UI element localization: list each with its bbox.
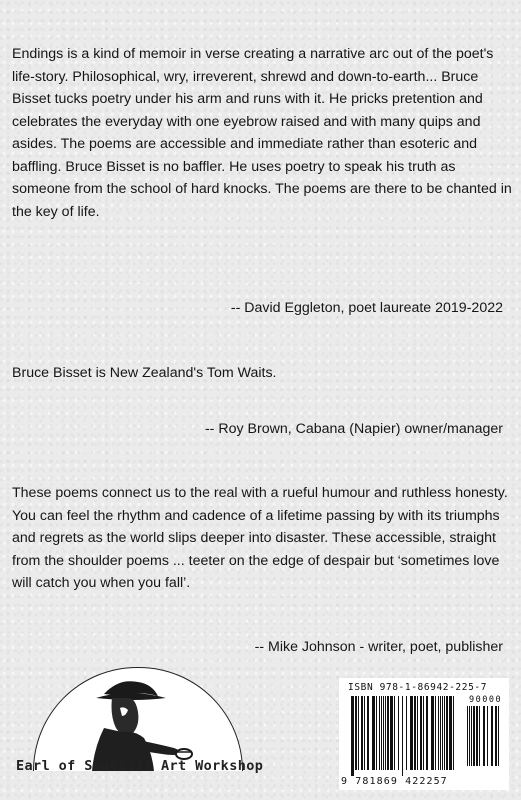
barcode-bar	[423, 696, 424, 770]
barcode-bar	[355, 696, 357, 770]
price-barcode-bar	[483, 706, 485, 766]
barcode-bar	[440, 696, 441, 770]
price-barcode-bar	[473, 706, 475, 766]
publisher-logo	[33, 667, 243, 771]
barcode-bar	[426, 696, 428, 770]
blurb-attribution-3: -- Mike Johnson - writer, poet, publisher	[254, 639, 503, 655]
barcode-digits: 9 781869 422257	[341, 776, 448, 787]
price-code: 90000	[469, 695, 503, 705]
blurb-attribution-2: -- Roy Brown, Cabana (Napier) owner/manager	[204, 421, 503, 437]
price-barcode-bar	[467, 706, 468, 766]
barcode-bar	[406, 696, 407, 770]
price-barcode-bar	[476, 706, 478, 766]
blurb-paragraph-3: These poems connect us to the real with a rueful humour and ruthless honesty. You can feel the rhythm and cadence of a lifetime passing by with its triumphs and regrets as the world slips deeper into disaster. These accessible, straight from the shoulder poems ... teeter on the edge of despair but ‘sometimes love will catch you when you fall’.	[12, 485, 508, 591]
barcode-bar	[394, 696, 395, 770]
barcode-bar	[364, 696, 365, 770]
barcode-bar	[387, 696, 389, 770]
barcode-bar	[431, 696, 434, 770]
barcode-bar	[390, 696, 393, 770]
isbn-label: ISBN 978-1-86942-225-7	[348, 682, 488, 693]
barcode-bar	[402, 696, 403, 776]
barcode-bar	[420, 696, 422, 770]
barcode-bar	[351, 696, 354, 776]
barcode-bar	[398, 696, 399, 770]
barcode-bar	[383, 696, 384, 770]
barcode-bar	[361, 696, 363, 770]
barcode-bar	[449, 696, 452, 770]
figure-reading-icon	[34, 668, 242, 771]
price-barcode-bar	[479, 706, 480, 766]
barcode-bar	[379, 696, 380, 770]
barcode-bar	[372, 696, 375, 770]
barcode-bar	[385, 696, 386, 770]
barcode-bar	[438, 696, 439, 770]
blurb-paragraph-1: Endings is a kind of memoir in verse creating a narrative arc out of the poet's life-story. Philosophical, wry, irreverent, shrewd and down-to-earth... Bruce Bisset tucks poetry under his arm and runs with it. He pricks pretention and celebrates the everyday with one eyebrow raised and with many quips and asides. The poems are accessible and immediate rather than esoteric and baffling. Bruce Bisset is no baffler. He uses poetry to speak his truth as someone from the school of hard knocks. The poems are there to be chanted in the key of life.	[12, 46, 512, 220]
barcode-bar	[367, 696, 369, 770]
publisher-name: Earl of Seacliff Art Workshop	[16, 758, 264, 774]
isbn-barcode	[339, 678, 509, 790]
price-barcode-bar	[471, 706, 472, 766]
price-barcode-bar	[487, 706, 488, 766]
price-barcode-bar	[469, 706, 470, 766]
barcode-bar	[446, 696, 448, 770]
price-barcode-bar	[495, 706, 497, 766]
barcode-bar	[442, 696, 443, 770]
barcode-bar	[444, 696, 445, 770]
price-barcode-bar	[498, 706, 499, 766]
barcode-bar	[453, 696, 454, 770]
price-barcode-bar	[491, 706, 493, 766]
barcode-bar	[435, 696, 436, 770]
barcode-bar	[358, 696, 359, 770]
barcode-bar	[376, 696, 377, 770]
blurb-paragraph-2: Bruce Bisset is New Zealand's Tom Waits.	[12, 365, 277, 381]
barcode-bar	[417, 696, 418, 770]
blurb-attribution-1: -- David Eggleton, poet laureate 2019-2022	[230, 300, 503, 316]
barcode-bar	[414, 696, 416, 770]
barcode-bar	[381, 696, 382, 770]
barcode-bar	[410, 696, 413, 770]
